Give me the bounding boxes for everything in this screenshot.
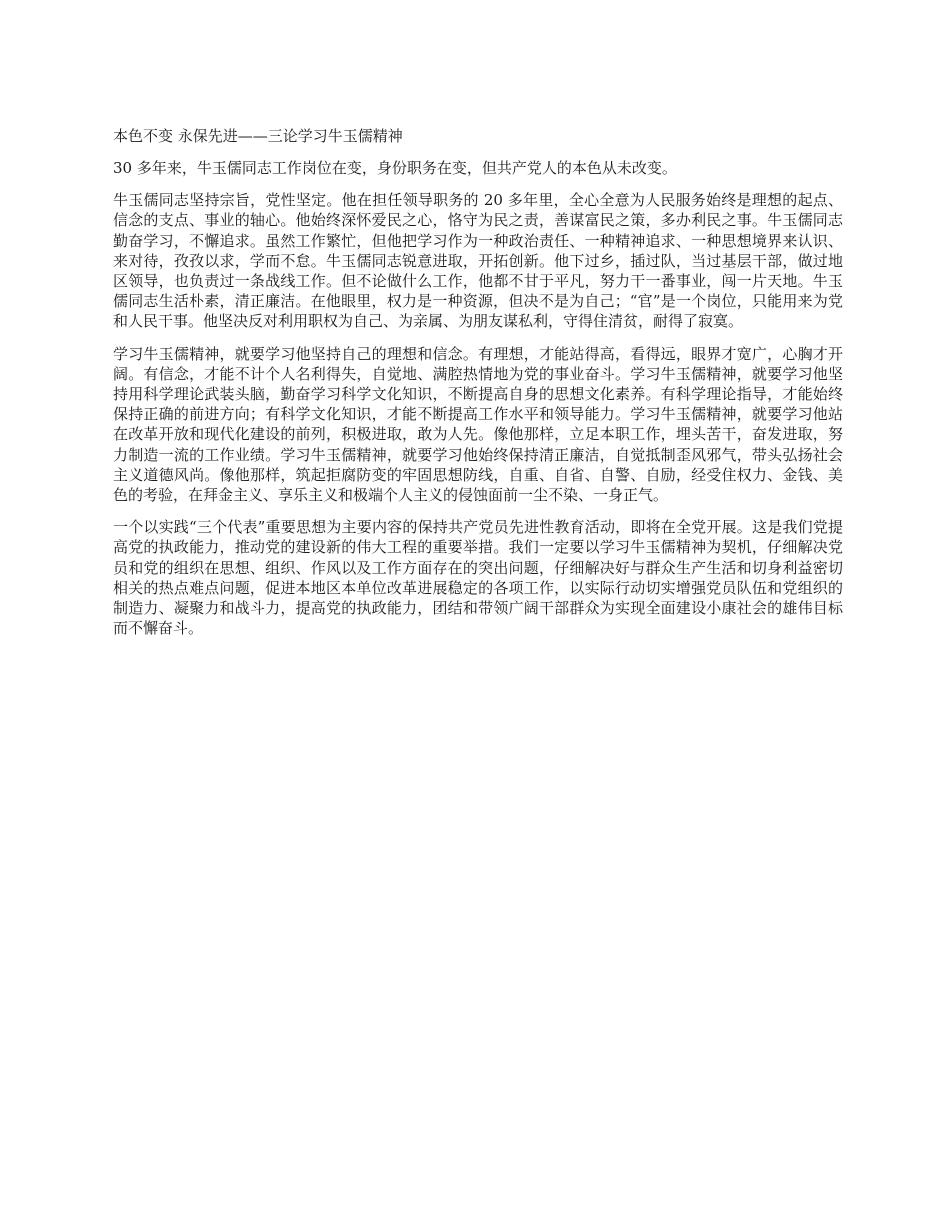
paragraph-learning: 学习牛玉儒精神，就要学习他坚持自己的理想和信念。有理想，才能站得高，看得远，眼界才宽广，心胸才开阔。有信念，才能不计个人名利得失，自觉地、满腔热情地为党的事业奋斗。学习牛玉儒精神，就要学习他坚持用科学理论武装头脑，勤奋学习科学文化知识，不断提高自身的思想文化素养。有科学理论指导，才能始终保持正确的前进方向；有科学文化知识，才能不断提高工作水平和领导能力。学习牛玉儒精神，就要学习他站在改革开放和现代化建设的前列，积极进取，敢为人先。像他那样，立足本职工作，埋头苦干，奋发进取，努力制造一流的工作业绩。学习牛玉儒精神，就要学习他始终保持清正廉洁，自觉抵制歪风邪气，带头弘扬社会主义道德风尚。像他那样，筑起拒腐防变的牢固思想防线，自重、自省、自警、自励，经受住权力、金钱、美色的考验，在拜金主义、享乐主义和极端个人主义的侵蚀面前一尘不染、一身正气。 [113,344,843,505]
document-page [113,124,843,650]
paragraph-intro: 30 多年来，牛玉儒同志工作岗位在变，身份职务在变，但共产党人的本色从未改变。 [113,159,677,177]
paragraph-conclusion: 一个以实践“三个代表”重要思想为主要内容的保持共产党员先进性教育活动，即将在全党开展。这是我们党提高党的执政能力，推动党的建设新的伟大工程的重要举措。我们一定要以学习牛玉儒精神为契机，仔细解决党员和党的组织在思想、组织、作风以及工作方面存在的突出问题，仔细解决好与群众生产生活和切身利益密切相关的热点难点问题，促进本地区本单位改革进展稳定的各项工作，以实际行动切实增强党员队伍和党组织的制造力、凝聚力和战斗力，提高党的执政能力，团结和带领广阔干部群众为实现全面建设小康社会的雄伟目标而不懈奋斗。 [113,518,843,638]
document-title: 本色不变 永保先进——三论学习牛玉儒精神 [113,127,403,145]
paragraph-qualities: 牛玉儒同志坚持宗旨，党性坚定。他在担任领导职务的 20 多年里，全心全意为人民服务始终是理想的起点、信念的支点、事业的轴心。他始终深怀爱民之心，恪守为民之责，善谋富民之策，多办利民之事。牛玉儒同志勤奋学习，不懈追求。虽然工作繁忙，但他把学习作为一种政治责任、一种精神追求、一种思想境界来认识、来对待，孜孜以求，学而不怠。牛玉儒同志锐意进取，开拓创新。他下过乡，插过队，当过基层干部，做过地区领导，也负责过一条战线工作。但不论做什么工作，他都不甘于平凡，努力干一番事业，闯一片天地。牛玉儒同志生活朴素，清正廉洁。在他眼里，权力是一种资源，但决不是为自己；“官”是一个岗位，只能用来为党和人民干事。他坚决反对利用职权为自己、为亲属、为朋友谋私利，守得住清贫，耐得了寂寞。 [113,191,843,331]
